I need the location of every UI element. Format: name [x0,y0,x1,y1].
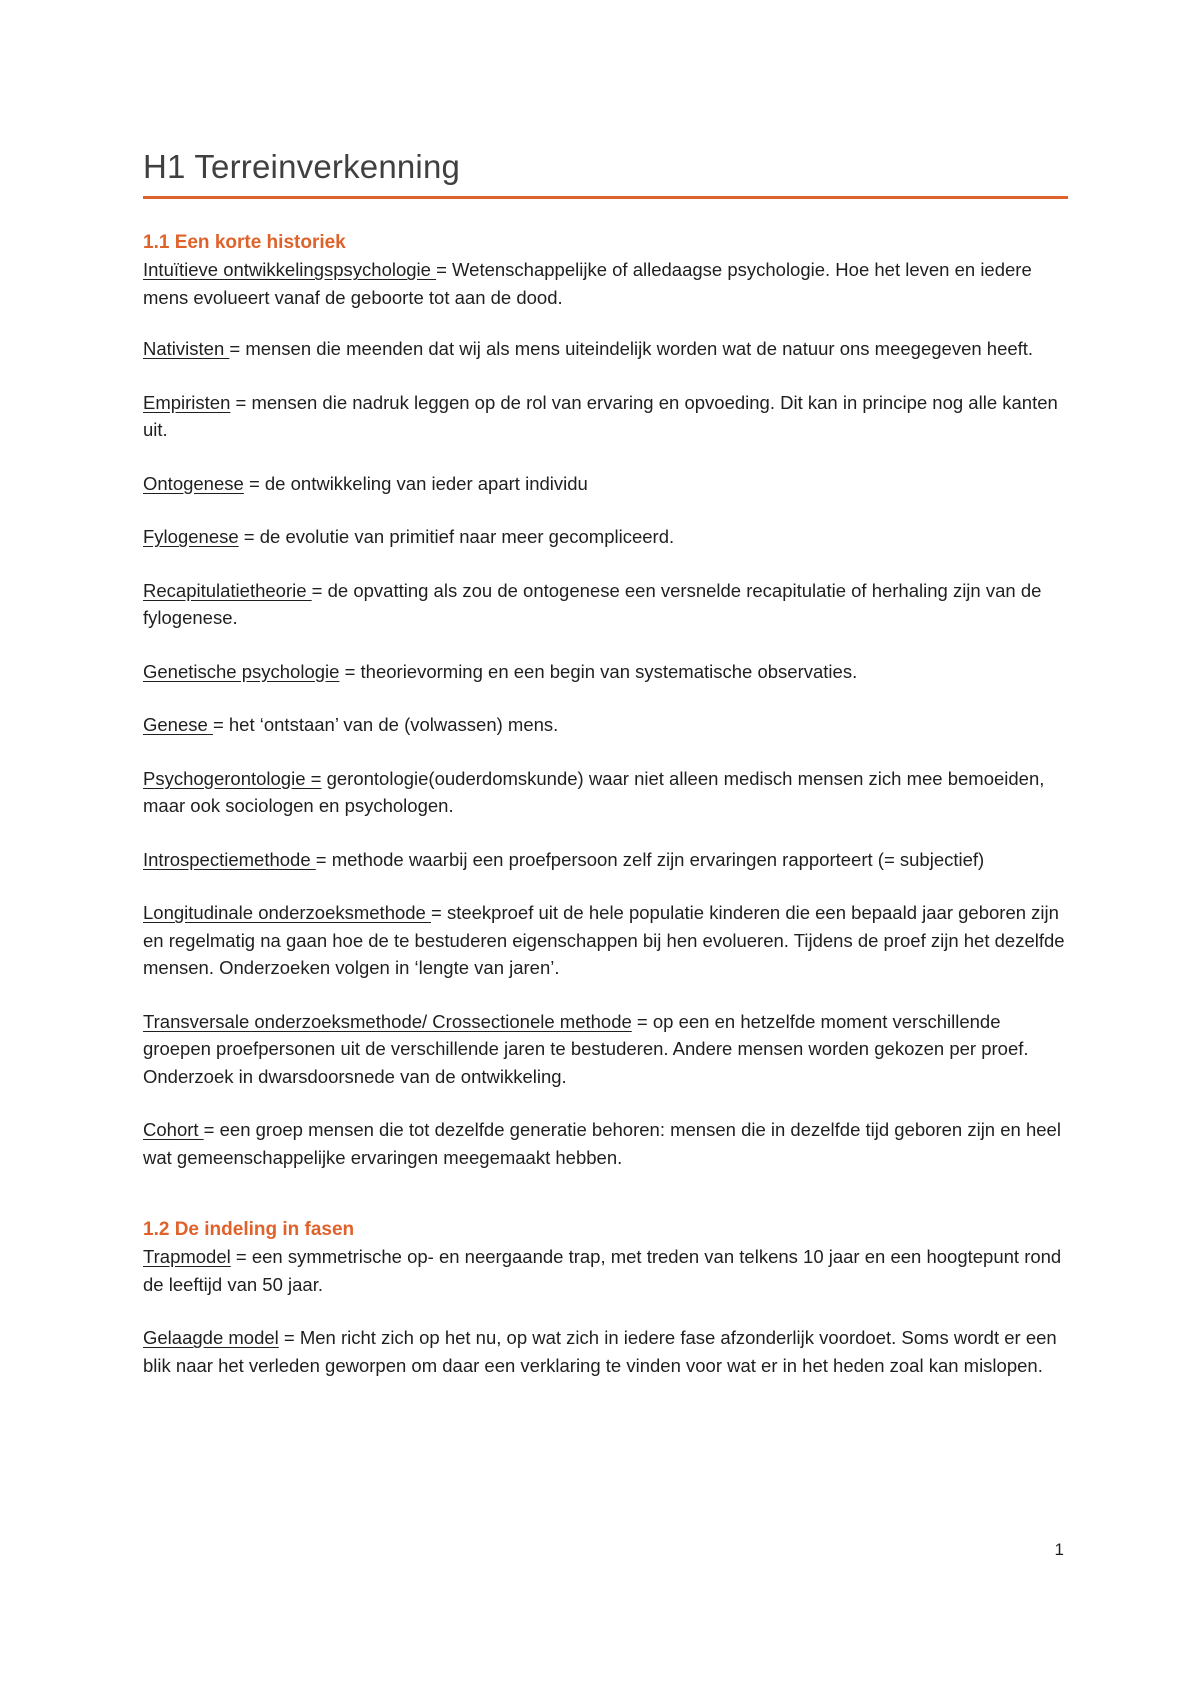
definition-term: Genetische psychologie [143,660,340,682]
definition-text: = de ontwikkeling van ieder apart individu [243,472,588,494]
definition-term: Transversale onderzoeksmethode/ Crossectionele methode [143,1010,632,1032]
definition-term: Empiristen [143,391,231,413]
definition-text: = Wetenschappelijke of alledaagse psychologie. Hoe het leven en iedere mens evolueert vanaf de geboorte tot aan de dood. [143,259,1032,308]
definition-term: Introspectiemethode [143,848,316,870]
definition-entry [143,899,1068,982]
definition-term: Fylogenese [143,526,239,547]
definition-term: Intuïtieve ontwikkelingspsychologie [143,259,437,280]
definition-entry [143,470,1068,498]
definition-text: = de opvatting als zou de ontogenese een versnelde recapitulatie of herhaling zijn van de fylogenese. [143,579,1042,628]
section-heading-historiek: 1.1 Een korte historiek [143,232,346,253]
definition-text: = steekproef uit de hele populatie kinderen die een bepaald jaar geboren zijn en regelmatig na gaan hoe de te bestuderen eigenschappen bij hen evolueren. Tijdens de proef zijn het dezelfde mensen. Onderzoeken volgen in ‘lengte van jaren’. [143,902,1065,978]
title-underline-rule [143,196,1068,199]
definition-entry [143,658,1068,686]
definition-entry [143,1324,1068,1379]
definition-entry [143,577,1068,632]
section-heading-fasen: 1.2 De indeling in fasen [143,1219,355,1240]
page-number: 1 [1054,1540,1064,1559]
definition-entry [143,1116,1068,1171]
definition-entry [143,256,1068,311]
definition-entry [143,765,1068,820]
definition-text: = mensen die meenden dat wij als mens uiteindelijk worden wat de natuur ons meegegeven heeft. [229,338,1034,359]
section-historiek [143,256,1068,1171]
definition-text: = theorievorming en een begin van systematische observaties. [339,660,858,682]
definition-entry [143,523,1068,551]
definition-entry [143,389,1068,444]
definition-term: Recapitulatietheorie [143,579,312,601]
definition-text: = een symmetrische op- en neergaande trap, met treden van telkens 10 jaar en een hoogtepunt rond de leeftijd van 50 jaar. [143,1246,1062,1295]
definition-term: Genese [143,714,213,735]
definition-text: = mensen die nadruk leggen op de rol van ervaring en opvoeding. Dit kan in principe nog alle kanten uit. [143,391,1058,440]
definition-entry [143,711,1068,739]
definition-entry [143,846,1068,874]
definition-text: = het ‘ontstaan’ van de (volwassen) mens. [212,714,559,735]
page-title: H1 Terreinverkenning [143,148,461,185]
definition-term: Cohort [143,1119,204,1140]
definition-term: Gelaagde model [143,1327,279,1348]
definition-text: = op een en hetzelfde moment verschillende groepen proefpersonen uit de verschillende jaren te bestuderen. Andere mensen worden gekozen per proef. Onderzoek in dwarsdoorsnede van de ontwikkeling. [143,1010,1029,1087]
definition-term: Nativisten [143,338,230,359]
definition-entry [143,335,1068,363]
definition-text: gerontologie(ouderdomskunde) waar niet alleen medisch mensen zich mee bemoeiden, maar ook sociologen en psychologen. [143,767,1045,816]
definition-entry [143,1243,1068,1298]
definition-term: Ontogenese [143,472,244,494]
definition-term: Longitudinale onderzoeksmethode [143,902,431,923]
definition-text: = de evolutie van primitief naar meer gecompliceerd. [238,526,675,547]
section-fasen [143,1243,1068,1379]
definition-text: = methode waarbij een proefpersoon zelf zijn ervaringen rapporteert (= subjectief) [315,848,985,870]
definition-term: Trapmodel [143,1246,231,1267]
definition-entry [143,1008,1068,1091]
definition-text: = Men richt zich op het nu, op wat zich in iedere fase afzonderlijk voordoet. Soms wordt er een blik naar het verleden geworpen om daar een verklaring te vinden voor wat er in het heden zoal kan mislopen. [143,1327,1057,1376]
definition-term: Psychogerontologie = [143,767,322,789]
page-content [143,146,1068,1379]
definition-text: = een groep mensen die tot dezelfde generatie behoren: mensen die in dezelfde tijd geboren zijn en heel wat gemeenschappelijke ervaringen meegemaakt hebben. [143,1119,1061,1168]
